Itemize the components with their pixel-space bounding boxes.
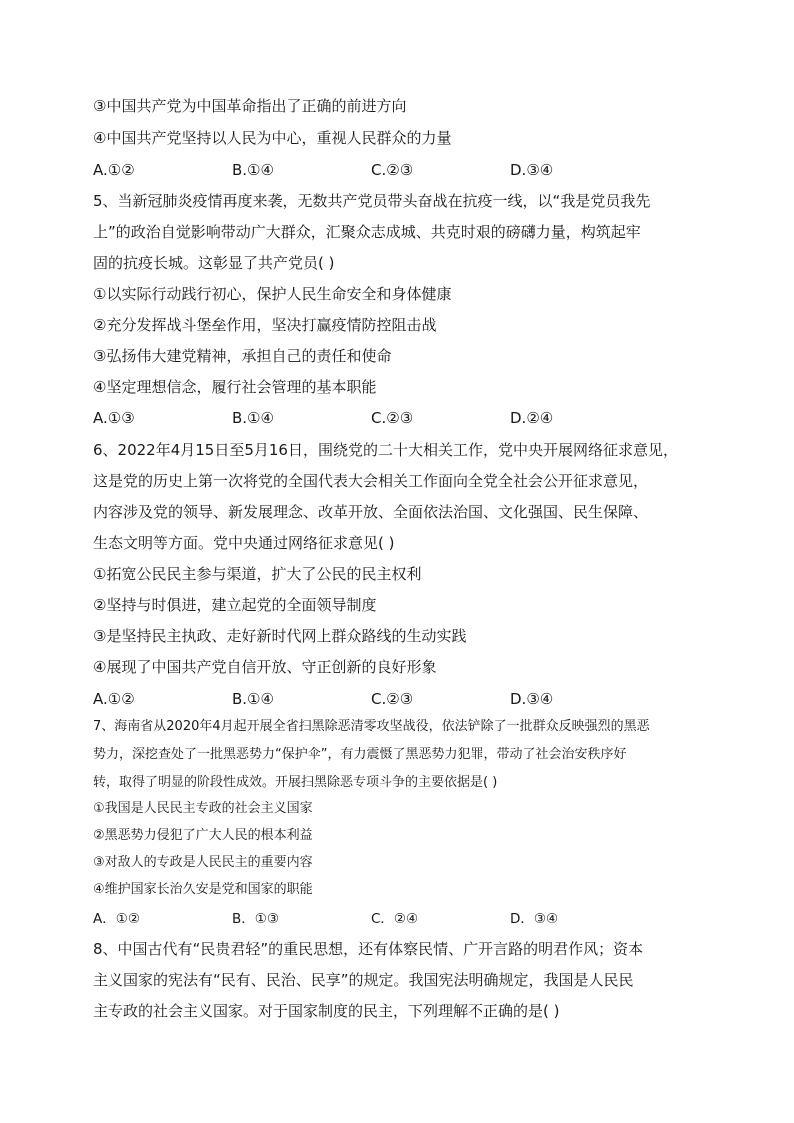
q7-item-4: ④维护国家长治久安是党和国家的职能	[93, 882, 313, 897]
q5-item-4: ④坚定理想信念，履行社会管理的基本职能	[93, 378, 377, 396]
q7-option-d[interactable]: D．③④	[510, 911, 559, 927]
q8-stem-line-1: 8、中国古代有“民贵君轻”的重民思想，还有体察民情、广开言路的明君作风；资本	[93, 940, 644, 958]
q8-stem-line-3: 主专政的社会主义国家。对于国家制度的民主，下列理解不正确的是( )	[93, 1002, 560, 1020]
q7-option-a[interactable]: A．①②	[93, 911, 140, 927]
q4-option-c[interactable]: C.②③	[371, 161, 414, 179]
q5-option-c[interactable]: C.②③	[371, 409, 414, 427]
q5-options	[93, 408, 693, 428]
q5-item-1: ①以实际行动践行初心，保护人民生命安全和身体健康	[93, 285, 452, 303]
q6-stem-line-1: 6、2022年4月15日至5月16日，围绕党的二十大相关工作，党中央开展网络征求意见，	[93, 441, 678, 459]
q5-option-a[interactable]: A.①③	[93, 409, 135, 427]
q5-option-d[interactable]: D.②④	[510, 409, 554, 427]
q4-option-a[interactable]: A.①②	[93, 161, 135, 179]
q6-option-c[interactable]: C.②③	[371, 690, 414, 708]
q5-option-b[interactable]: B.①④	[232, 409, 274, 427]
q6-stem-line-2: 这是党的历史上第一次将党的全国代表大会相关工作面向全党全社会公开征求意见，	[93, 472, 649, 490]
q7-item-3: ③对敌人的专政是人民民主的重要内容	[93, 855, 313, 870]
q4-item-3: ③中国共产党为中国革命指出了正确的前进方向	[93, 97, 407, 115]
q5-item-2: ②充分发挥战斗堡垒作用，坚决打赢疫情防控阻击战	[93, 316, 437, 334]
q7-stem-line-2: 势力，深挖查处了一批黑恶势力“保护伞”，有力震慑了黑恶势力犯罪，带动了社会治安秩序好	[93, 747, 627, 762]
q4-options	[93, 160, 693, 180]
q5-stem-line-2: 上”的政治自觉影响带动广大群众，汇聚众志成城、共克时艰的磅礴力量，构筑起牢	[93, 223, 641, 241]
q6-option-b[interactable]: B.①④	[232, 690, 274, 708]
q7-option-b[interactable]: B．①③	[232, 911, 279, 927]
q4-option-d[interactable]: D.③④	[510, 161, 554, 179]
q6-options	[93, 689, 693, 709]
q7-options	[93, 909, 693, 929]
q6-stem-line-3: 内容涉及党的领导、新发展理念、改革开放、全面依法治国、文化强国、民生保障、	[93, 503, 649, 521]
q5-stem-line-3: 固的抗疫长城。这彰显了共产党员( )	[93, 254, 335, 272]
q6-option-a[interactable]: A.①②	[93, 690, 135, 708]
q7-stem-line-1: 7、海南省从2020年4月起开展全省扫黑除恶清零攻坚战役，依法铲除了一批群众反映强烈的黑恶	[93, 719, 650, 734]
q7-option-c[interactable]: C．②④	[371, 911, 419, 927]
q6-item-1: ①拓宽公民民主参与渠道，扩大了公民的民主权利	[93, 565, 422, 583]
q4-option-b[interactable]: B.①④	[232, 161, 274, 179]
q6-item-2: ②坚持与时俱进，建立起党的全面领导制度	[93, 596, 377, 614]
q8-stem-line-2: 主义国家的宪法有“民有、民治、民享”的规定。我国宪法明确规定，我国是人民民	[93, 971, 634, 989]
q7-item-2: ②黑恶势力侵犯了广大人民的根本利益	[93, 828, 313, 843]
q6-item-3: ③是坚持民主执政、走好新时代网上群众路线的生动实践	[93, 627, 467, 645]
q7-item-1: ①我国是人民民主专政的社会主义国家	[93, 801, 313, 816]
q5-item-3: ③弘扬伟大建党精神，承担自己的责任和使命	[93, 347, 392, 365]
q5-stem-line-1: 5、当新冠肺炎疫情再度来袭，无数共产党员带头奋战在抗疫一线，以“我是党员我先	[93, 192, 651, 210]
q6-item-4: ④展现了中国共产党自信开放、守正创新的良好形象	[93, 658, 437, 676]
q6-stem-line-4: 生态文明等方面。党中央通过网络征求意见( )	[93, 534, 395, 552]
q7-stem-line-3: 转，取得了明显的阶段性成效。开展扫黑除恶专项斗争的主要依据是( )	[93, 775, 498, 790]
q6-option-d[interactable]: D.③④	[510, 690, 554, 708]
q4-item-4: ④中国共产党坚持以人民为中心，重视人民群众的力量	[93, 129, 452, 147]
